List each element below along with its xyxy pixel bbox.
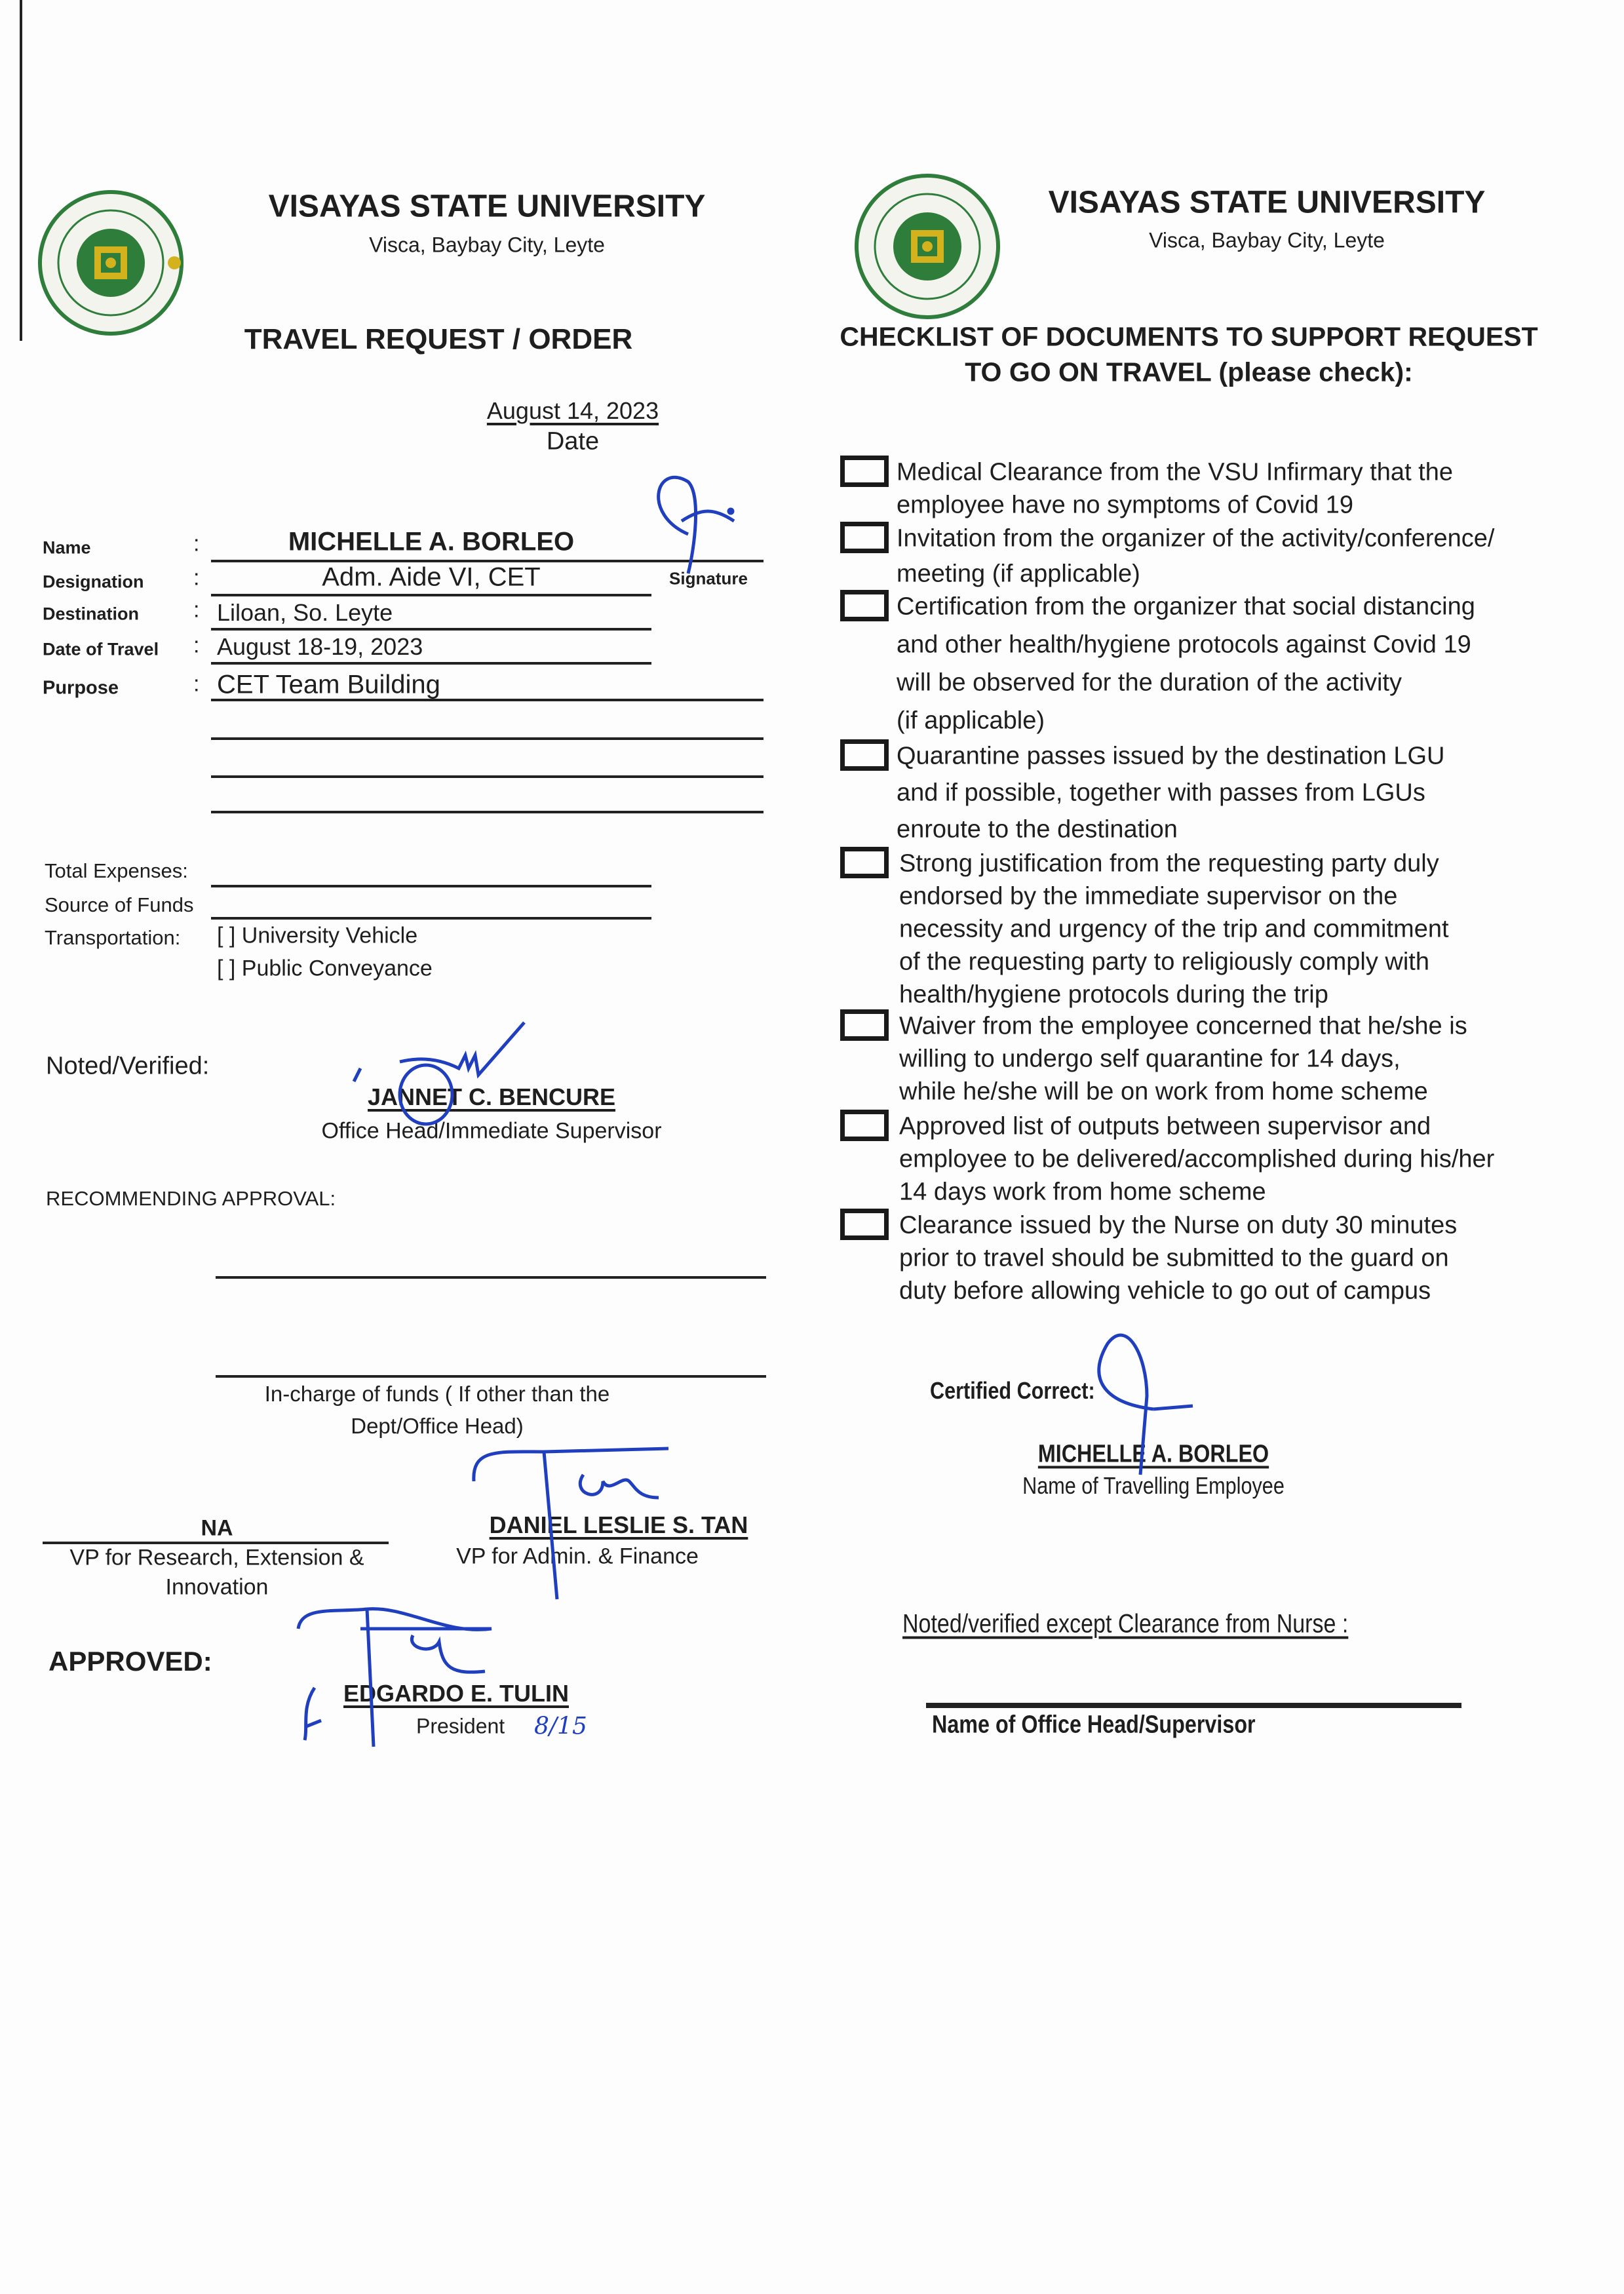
colon: :: [193, 531, 200, 556]
signature-supervisor: [347, 1016, 544, 1127]
purpose-underline: [211, 699, 764, 701]
name-value: MICHELLE A. BORLEO: [288, 527, 575, 556]
office-head-signature-line: [926, 1703, 1461, 1708]
checklist-item-text: while he/she will be on work from home scheme: [899, 1078, 1428, 1106]
signature-president: [295, 1609, 505, 1773]
date-of-travel-underline: [211, 662, 651, 665]
date-of-travel-label: Date of Travel: [43, 639, 159, 659]
checklist-item-text: and other health/hygiene protocols against Covid 19: [897, 631, 1471, 659]
travelling-employee-name: MICHELLE A. BORLEO: [1037, 1440, 1269, 1468]
checklist-title-line: CHECKLIST OF DOCUMENTS TO SUPPORT REQUEST: [840, 321, 1538, 352]
transport-option-public-conveyance[interactable]: [ ] Public Conveyance: [217, 956, 433, 981]
checklist-checkbox[interactable]: [840, 456, 889, 487]
request-date-label: Date: [546, 427, 600, 456]
checklist-item-text: (if applicable): [897, 707, 1045, 735]
certified-correct-label: Certified Correct:: [930, 1377, 1095, 1404]
president-title: President: [416, 1714, 505, 1738]
colon: :: [193, 671, 200, 697]
destination-label: Destination: [43, 604, 140, 624]
date-of-travel-value: August 18-19, 2023: [217, 633, 423, 660]
colon: :: [193, 597, 200, 623]
checklist-item-text: meeting (if applicable): [897, 560, 1140, 588]
destination-value: Liloan, So. Leyte: [217, 599, 393, 626]
request-date-value: August 14, 2023: [486, 397, 659, 424]
checklist-item-text: employee have no symptoms of Covid 19: [897, 491, 1354, 519]
approved-label: APPROVED:: [48, 1646, 212, 1677]
checklist-item-text: will be observed for the duration of the activity: [897, 669, 1402, 697]
checklist-item-text: employee to be delivered/accomplished during his/her: [899, 1145, 1495, 1173]
checklist-item-text: enroute to the destination: [897, 815, 1178, 844]
signature-label: Signature: [669, 568, 748, 589]
checklist-title-line: TO GO ON TRAVEL (please check):: [965, 357, 1413, 387]
vp-research-line: [43, 1542, 389, 1544]
transport-option-university-vehicle[interactable]: [ ] University Vehicle: [217, 923, 418, 948]
checklist-item-text: Medical Clearance from the VSU Infirmary that the: [897, 458, 1454, 486]
purpose-blank-line: [211, 775, 764, 778]
checklist-item-text: Clearance issued by the Nurse on duty 30 minutes: [899, 1211, 1458, 1239]
university-address: Visca, Baybay City, Leyte: [369, 233, 605, 257]
vp-admin-name: DANIEL LESLIE S. TAN: [489, 1511, 748, 1538]
signature-vp-admin: [472, 1442, 688, 1593]
purpose-blank-line: [211, 811, 764, 813]
checklist-item-text: Strong justification from the requesting party duly: [899, 849, 1439, 878]
in-charge-label-line: Dept/Office Head): [351, 1414, 524, 1438]
designation-label: Designation: [43, 572, 144, 592]
checklist-item-text: Quarantine passes issued by the destination LGU: [897, 742, 1445, 770]
checklist-item-text: Approved list of outputs between supervisor and: [899, 1112, 1431, 1140]
scan-edge-line: [20, 0, 22, 341]
designation-underline: [211, 594, 651, 596]
signature-certified-employee: [1062, 1331, 1206, 1494]
transportation-label: Transportation:: [45, 926, 181, 949]
name-label: Name: [43, 537, 91, 558]
checklist-checkbox[interactable]: [840, 1110, 889, 1141]
university-seal-logo-left: [35, 187, 186, 338]
checklist-item-text: Invitation from the organizer of the activity/conference/: [897, 524, 1495, 553]
president-date-note: 8/15: [534, 1713, 587, 1740]
checklist-checkbox[interactable]: [840, 847, 889, 878]
checklist-item-text: and if possible, together with passes from LGUs: [897, 779, 1425, 807]
checklist-item-text: prior to travel should be submitted to the guard on: [899, 1244, 1449, 1272]
purpose-blank-line: [211, 737, 764, 740]
purpose-value: CET Team Building: [217, 670, 440, 699]
source-of-funds-label: Source of Funds: [45, 893, 194, 916]
checklist-checkbox[interactable]: [840, 590, 889, 621]
total-expenses-line: [211, 885, 651, 887]
checklist-item-text: duty before allowing vehicle to go out of campus: [899, 1277, 1431, 1305]
checklist-item-text: 14 days work from home scheme: [899, 1178, 1266, 1206]
supervisor-name: JANNET C. BENCURE: [367, 1083, 616, 1110]
vp-research-name: NA: [201, 1515, 233, 1541]
checklist-item-text: Certification from the organizer that social distancing: [897, 593, 1475, 621]
university-address-right: Visca, Baybay City, Leyte: [1149, 228, 1385, 252]
university-seal-logo-right: [852, 171, 1003, 322]
recommending-signature-line: [216, 1276, 766, 1279]
checklist-checkbox[interactable]: [840, 522, 889, 553]
checklist-checkbox[interactable]: [840, 739, 889, 771]
checklist-item-text: endorsed by the immediate supervisor on the: [899, 882, 1398, 910]
vp-research-title: VP for Research, Extension &: [69, 1545, 364, 1570]
noted-verified-label: Noted/Verified:: [46, 1052, 210, 1080]
destination-underline: [211, 628, 651, 631]
checklist-item-text: necessity and urgency of the trip and commitment: [899, 915, 1449, 943]
checklist-checkbox[interactable]: [840, 1009, 889, 1041]
checklist-checkbox[interactable]: [840, 1209, 889, 1240]
office-head-label: Name of Office Head/Supervisor: [932, 1711, 1256, 1739]
travelling-employee-title: Name of Travelling Employee: [1022, 1472, 1285, 1499]
vp-research-title: Innovation: [165, 1574, 269, 1600]
supervisor-title: Office Head/Immediate Supervisor: [321, 1118, 662, 1144]
checklist-item-text: of the requesting party to religiously comply with: [899, 948, 1429, 976]
designation-value: Adm. Aide VI, CET: [322, 562, 541, 592]
checklist-item-text: willing to undergo self quarantine for 14 days,: [899, 1045, 1401, 1073]
source-of-funds-line: [211, 917, 651, 920]
checklist-item-text: Waiver from the employee concerned that he/she is: [899, 1012, 1467, 1040]
purpose-label: Purpose: [43, 677, 119, 699]
in-charge-signature-line: [216, 1375, 766, 1378]
recommending-approval-label: RECOMMENDING APPROVAL:: [46, 1187, 336, 1210]
form-title: TRAVEL REQUEST / ORDER: [244, 323, 633, 355]
vp-admin-title: VP for Admin. & Finance: [456, 1544, 699, 1569]
signature-applicant: [642, 469, 773, 600]
university-name-right: VISAYAS STATE UNIVERSITY: [1048, 185, 1486, 220]
noted-except-label: Noted/verified except Clearance from Nurse :: [902, 1609, 1349, 1639]
university-name: VISAYAS STATE UNIVERSITY: [268, 189, 706, 224]
president-name: EDGARDO E. TULIN: [343, 1680, 570, 1707]
total-expenses-label: Total Expenses:: [45, 859, 188, 882]
colon: :: [193, 565, 200, 591]
checklist-item-text: health/hygiene protocols during the trip: [899, 981, 1328, 1009]
in-charge-label-line: In-charge of funds ( If other than the: [264, 1382, 610, 1406]
colon: :: [193, 632, 200, 658]
